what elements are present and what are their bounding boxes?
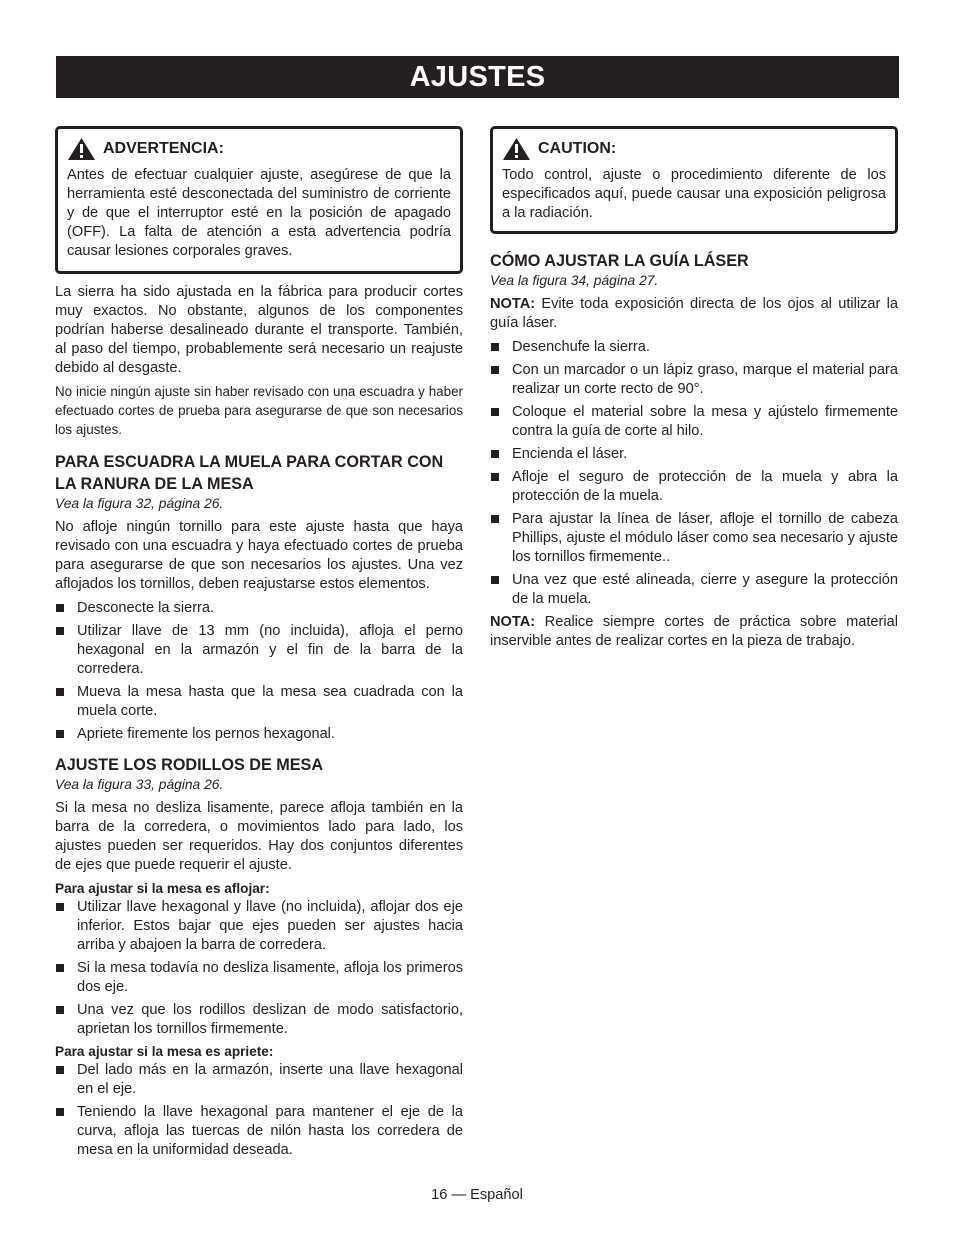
list-item: Una vez que esté alineada, cierre y asegure la protección de la muela. (490, 571, 898, 609)
bullet-square-icon (491, 576, 499, 584)
bullet-list (490, 338, 898, 609)
warning-heading (67, 137, 451, 161)
list-item: Utilizar llave hexagonal y llave (no incluida), aflojar dos eje inferior. Estos bajar que ejes pueden ser ajustes hacia arriba y abajoen la barra de corredera. (55, 898, 463, 955)
bullet-square-icon (56, 627, 64, 635)
left-column (55, 126, 463, 1164)
figure-reference: Vea la figura 34, página 27. (490, 273, 659, 288)
bullet-square-icon (491, 343, 499, 351)
bullet-square-icon (491, 450, 499, 458)
bullet-square-icon (491, 473, 499, 481)
bullet-square-icon (56, 903, 64, 911)
bullet-list (55, 1061, 463, 1160)
bullet-square-icon (491, 366, 499, 374)
note-label: NOTA: (490, 296, 536, 312)
bullet-square-icon (56, 604, 64, 612)
list-item: Teniendo la llave hexagonal para mantener el eje de la curva, afloja las tuercas de nilón hasta los corredera de mesa en la uniformidad deseada. (55, 1103, 463, 1160)
note-text: Evite toda exposición directa de los ojos al utilizar la guía láser. (490, 296, 898, 331)
warning-triangle-icon (502, 137, 531, 161)
section-body: No afloje ningún tornillo para este ajuste hasta que haya revisado con una escuadra y haya efectuado cortes de prueba para asegurarse de que son necesarios los ajustes. Una vez aflojados los tornillos, deben reajustarse estos elementos. (55, 519, 463, 592)
list-item: Del lado más en la armazón, inserte una llave hexagonal en el eje. (55, 1061, 463, 1099)
bullet-list (55, 898, 463, 1039)
list-item: Coloque el material sobre la mesa y ajústelo firmemente contra la guía de corte al hilo. (490, 403, 898, 441)
list-item: Una vez que los rodillos deslizan de modo satisfactorio, aprietan los tornillos firmemente. (55, 1001, 463, 1039)
list-item: Para ajustar la línea de láser, afloje el tornillo de cabeza Phillips, ajuste el módulo láser como sea necesario y ajuste los tornillos firmemente.. (490, 510, 898, 567)
list-item: Utilizar llave de 13 mm (no incluida), afloja el perno hexagonal en la armazón y el fin de la barra de la corredera. (55, 622, 463, 679)
intro-note: No inicie ningún ajuste sin haber revisado con una escuadra y haber efectuado cortes de prueba para asegurarse de que son necesarios los ajustes. (55, 384, 463, 437)
warning-box (55, 126, 463, 274)
list-item: Desconecte la sierra. (55, 599, 463, 618)
caution-text: Todo control, ajuste o procedimiento diferente de los especificados aquí, puede causar una exposición peligrosa a la radiación. (502, 167, 886, 221)
section-heading-laser-guide: CÓMO AJUSTAR LA GUÍA LÁSER (490, 252, 749, 270)
list-item: Si la mesa todavía no desliza lisamente, afloja los primeros dos eje. (55, 959, 463, 997)
section-body: Si la mesa no desliza lisamente, parece afloja también en la barra de la corredera, o movimientos lado para lado, los ajustes pueden ser requeridos. Hay dos conjuntos diferentes de ejes que puede requerir el ajuste. (55, 800, 463, 873)
note-paragraph (490, 613, 898, 651)
subheading-loosen: Para ajustar si la mesa es aflojar: (55, 881, 270, 896)
list-item: Con un marcador o un lápiz graso, marque el material para realizar un corte recto de 90°. (490, 361, 898, 399)
caution-title: CAUTION: (538, 140, 617, 157)
subheading-tighten: Para ajustar si la mesa es apriete: (55, 1044, 274, 1059)
list-item: Afloje el seguro de protección de la muela y abra la protección de la muela. (490, 468, 898, 506)
figure-reference: Vea la figura 33, página 26. (55, 777, 224, 792)
right-column (490, 126, 898, 651)
bullet-square-icon (56, 1066, 64, 1074)
warning-title: ADVERTENCIA: (103, 140, 224, 157)
list-item: Apriete firemente los pernos hexagonal. (55, 725, 463, 744)
section-heading-table-rollers: AJUSTE LOS RODILLOS DE MESA (55, 756, 324, 774)
list-item: Mueva la mesa hasta que la mesa sea cuadrada con la muela corte. (55, 683, 463, 721)
warning-text: Antes de efectuar cualquier ajuste, asegúrese de que la herramienta esté desconectada del suministro de corriente y de que el interruptor esté en la posición de apagado (OFF). La falta de atención a esta advertencia podría causar lesiones corporales graves. (67, 167, 451, 259)
figure-reference: Vea la figura 32, página 26. (55, 496, 224, 511)
caution-heading (502, 137, 886, 161)
note-label: NOTA: (490, 614, 536, 630)
bullet-square-icon (56, 730, 64, 738)
intro-paragraph: La sierra ha sido ajustada en la fábrica para producir cortes muy exactos. No obstante, algunos de los componentes podrían haberse desalineado durante el transporte. También, al paso del tiempo, probablemente será necesario un reajuste debido al desgaste. (55, 284, 463, 376)
caution-box (490, 126, 898, 234)
bullet-square-icon (56, 688, 64, 696)
bullet-square-icon (56, 1006, 64, 1014)
warning-triangle-icon (67, 137, 96, 161)
bullet-square-icon (56, 1108, 64, 1116)
bullet-square-icon (56, 964, 64, 972)
page-footer: 16 — Español (431, 1187, 523, 1203)
section-heading-square-blade: PARA ESCUADRA LA MUELA PARA CORTAR CON LA RANURA DE LA MESA (55, 453, 444, 493)
bullet-square-icon (491, 408, 499, 416)
note-text: Realice siempre cortes de práctica sobre material inservible antes de realizar cortes en la pieza de trabajo. (490, 614, 898, 649)
note-paragraph (490, 295, 898, 333)
bullet-square-icon (491, 515, 499, 523)
page-banner-title: AJUSTES (56, 56, 899, 98)
bullet-list (55, 599, 463, 744)
list-item: Desenchufe la sierra. (490, 338, 898, 357)
list-item: Encienda el láser. (490, 445, 898, 464)
